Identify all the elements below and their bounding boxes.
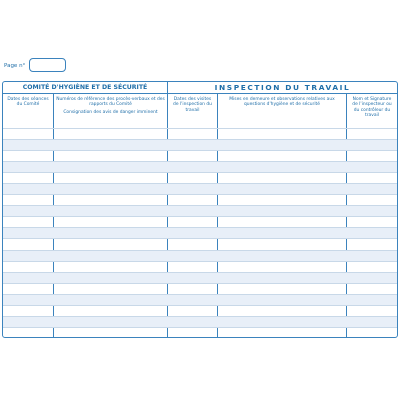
section-chsct-title: COMITÉ D'HYGIÈNE ET DE SÉCURITÉ xyxy=(22,84,148,91)
column-header-text: Dates des séances du Comité xyxy=(7,97,49,108)
column-header-notices xyxy=(218,94,346,128)
page-number-field[interactable] xyxy=(29,58,66,72)
column-header-text: Dates des visites de l'inspection du travail xyxy=(173,97,212,113)
entry-row[interactable] xyxy=(3,128,397,139)
section-inspection-title: INSPECTION DU TRAVAIL xyxy=(214,83,351,92)
entry-row[interactable] xyxy=(3,272,397,283)
section-header-row xyxy=(3,82,397,94)
entry-row[interactable] xyxy=(3,205,397,216)
entry-row[interactable] xyxy=(3,305,397,316)
column-header-text: Nom et Signature de l'inspecteur ou du contrôleur du travail xyxy=(352,97,392,118)
entry-row[interactable] xyxy=(3,294,397,305)
entry-row[interactable] xyxy=(3,316,397,327)
entry-row[interactable] xyxy=(3,327,397,338)
entry-row[interactable] xyxy=(3,261,397,272)
column-header-report-numbers xyxy=(54,94,167,128)
entry-row[interactable] xyxy=(3,194,397,205)
entry-row[interactable] xyxy=(3,283,397,294)
page-number-label: Page n° xyxy=(4,62,26,69)
entry-row[interactable] xyxy=(3,238,397,249)
page-number xyxy=(4,59,66,72)
column-header-visit-dates xyxy=(168,94,217,128)
entry-row[interactable] xyxy=(3,139,397,150)
entry-row[interactable] xyxy=(3,216,397,227)
entry-row[interactable] xyxy=(3,150,397,161)
entry-row[interactable] xyxy=(3,250,397,261)
register-table xyxy=(2,81,398,338)
entry-row[interactable] xyxy=(3,183,397,194)
column-header-meeting-dates xyxy=(3,94,53,128)
entry-row[interactable] xyxy=(3,227,397,238)
entry-rows xyxy=(3,128,397,338)
column-header-inspector-signature xyxy=(347,94,397,128)
column-header-subtext: Consignation des avis de danger imminent xyxy=(63,109,158,115)
column-header-text: Mises en demeure et observations relatives aux questions d'hygiène et de sécurité xyxy=(229,97,335,108)
entry-row[interactable] xyxy=(3,161,397,172)
entry-row[interactable] xyxy=(3,172,397,183)
column-header-text: Numéros de référence des procès-verbaux et des rapports du Comité xyxy=(56,97,165,108)
